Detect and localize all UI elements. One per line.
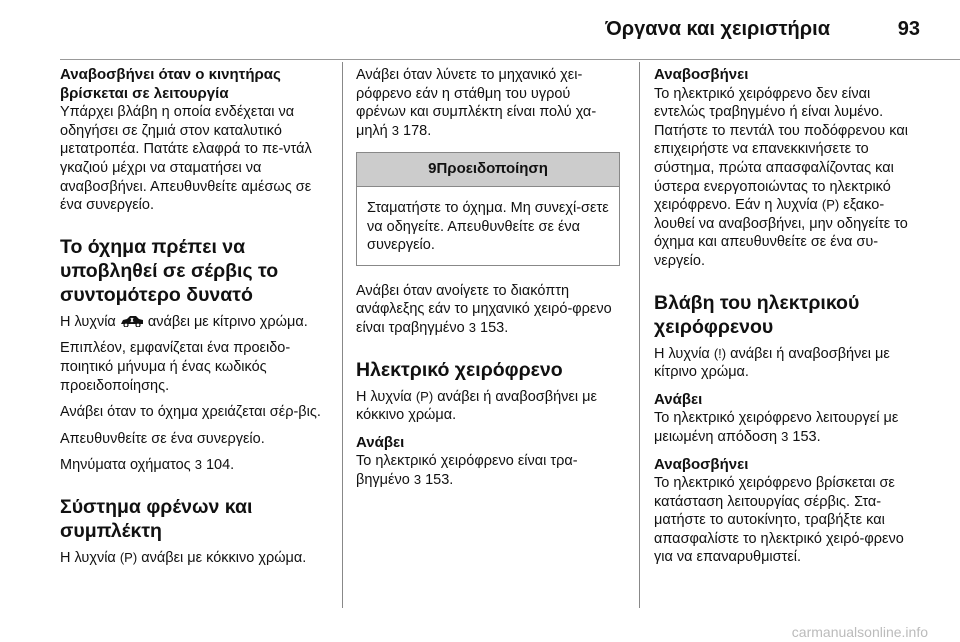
paragraph: Η λυχνία (P) ανάβει ή αναβοσβήνει με κόκκινο χρώμα.: [356, 388, 597, 424]
service-vehicle-icon: [120, 315, 144, 327]
page-ref-arrow-icon: 3: [413, 471, 422, 487]
header-title: Όργανα και χειριστήρια: [605, 18, 830, 40]
paragraph: Η λυχνία (P) ανάβει με κόκκινο χρώμα.: [60, 549, 307, 566]
warning-triangle-icon: 9: [428, 160, 437, 178]
subsection-heading: Αναβοσβήνει: [654, 66, 749, 83]
section-heading-epb-fault: Βλάβη του ηλεκτρικού χειρόφρενου: [654, 291, 860, 338]
paragraph: Ανάβει όταν λύνετε το μηχανικό χει-ρόφρενο εάν η στάθμη του υγρού φρένων και συμπλέκτη είναι πολύ χα-μηλή 3 178.: [356, 67, 597, 139]
section-heading-brakes: Σύστημα φρένων και συμπλέκτη: [60, 495, 253, 542]
subsection-heading: Ανάβει: [654, 390, 703, 408]
paragraph: Επιπλέον, εμφανίζεται ένα προειδο-ποιητικό μήνυμα ή ένας κωδικός προειδοποίησης.: [60, 340, 291, 394]
epb-fault-lamp-icon: (!): [713, 345, 727, 361]
paragraph: Ανάβει όταν ανοίγετε το διακόπτη ανάφλεξης εάν το μηχανικό χειρό-φρενο είναι τραβηγμένο 3 153.: [356, 282, 612, 336]
section-heading-electric-parking-brake: Ηλεκτρικό χειρόφρενο: [356, 358, 563, 381]
column-3: [654, 66, 924, 611]
footer-watermark: carmanualsonline.info: [791, 624, 928, 640]
paragraph: Υπάρχει βλάβη η οποία ενδέχεται να οδηγήσει σε ζημιά στον καταλυτικό μετατροπέα. Πατάτε ελαφρά το πε-ντάλ γκαζιού μέχρι να σταματήσει να αναβοσβήνει. Απευθυνθείτε αμέσως σε ένα συνεργείο.: [60, 104, 312, 214]
paragraph: Το ηλεκτρικό χειρόφρενο βρίσκεται σε κατάσταση λειτουργίας σέρβις. Στα-ματήστε το αυτοκίνητο, τραβήξτε και απασφαλίστε το ηλεκτρικό χειρό-φρενο για να επαναρυθμιστεί.: [654, 475, 904, 566]
paragraph: Το ηλεκτρικό χειρόφρενο είναι τρα-βηγμένο 3 153.: [356, 453, 578, 488]
parking-brake-lamp-icon: (P): [821, 197, 840, 213]
column-2: [356, 66, 624, 611]
paragraph: Απευθυνθείτε σε ένα συνεργείο.: [60, 430, 265, 447]
column-divider-2: [639, 62, 640, 608]
warning-text: Σταματήστε το όχημα. Μη συνεχί-σετε να οδηγείτε. Απευθυνθείτε σε ένα συνεργείο.: [367, 199, 609, 254]
subsection-heading: Ανάβει: [356, 433, 405, 451]
warning-box: [356, 152, 620, 265]
subsection-heading: Αναβοσβήνει όταν ο κινητήρας βρίσκεται σε λειτουργία: [60, 66, 281, 102]
page-ref-arrow-icon: 3: [391, 122, 399, 138]
paragraph: Το ηλεκτρικό χειρόφρενο δεν είναι εντελώς τραβηγμένο ή είναι λυμένο. Πατήστε το πεντάλ του ποδόφρενου και επιχειρήστε να επανεκκινήσετε το σύστημα, πρώτα απασφαλίζοντας και ύστερα ενεργοποιώντας το ηλεκτρικό χειρόφρενο. Εάν η λυχνία (P) εξακο-λουθεί να αναβοσβήνει, μην οδηγείτε το όχημα και απευθυνθείτε σε ένα συ-νεργείο.: [654, 85, 908, 269]
column-1: [60, 66, 328, 611]
paragraph: Ανάβει όταν το όχημα χρειάζεται σέρ-βις.: [60, 404, 321, 421]
paragraph: Η λυχνία (!) ανάβει ή αναβοσβήνει με κίτρινο χρώμα.: [654, 345, 890, 381]
section-heading-service: Το όχημα πρέπει να υποβληθεί σε σέρβις το συντομότερο δυνατό: [60, 235, 279, 306]
brake-warning-lamp-icon: (P): [119, 549, 138, 565]
column-divider-1: [342, 62, 343, 608]
paragraph: Η λυχνία ανάβει με κίτρινο χρώμα.: [60, 313, 308, 330]
page-ref-arrow-icon: 3: [468, 319, 476, 335]
header-rule: [60, 59, 960, 60]
page-number: 93: [897, 18, 920, 40]
page-ref-arrow-icon: 3: [194, 457, 202, 473]
subsection-heading: Αναβοσβήνει: [654, 455, 749, 473]
page-header: [0, 0, 960, 60]
warning-box-header: [357, 153, 619, 187]
paragraph: Μηνύματα οχήματος 3 104.: [60, 457, 235, 474]
paragraph: Το ηλεκτρικό χειρόφρενο λειτουργεί με μειωμένη απόδοση 3 153.: [654, 410, 899, 445]
parking-brake-lamp-icon: (P): [415, 388, 434, 404]
page-ref-arrow-icon: 3: [781, 428, 789, 444]
warning-title: Προειδοποίηση: [436, 160, 548, 178]
